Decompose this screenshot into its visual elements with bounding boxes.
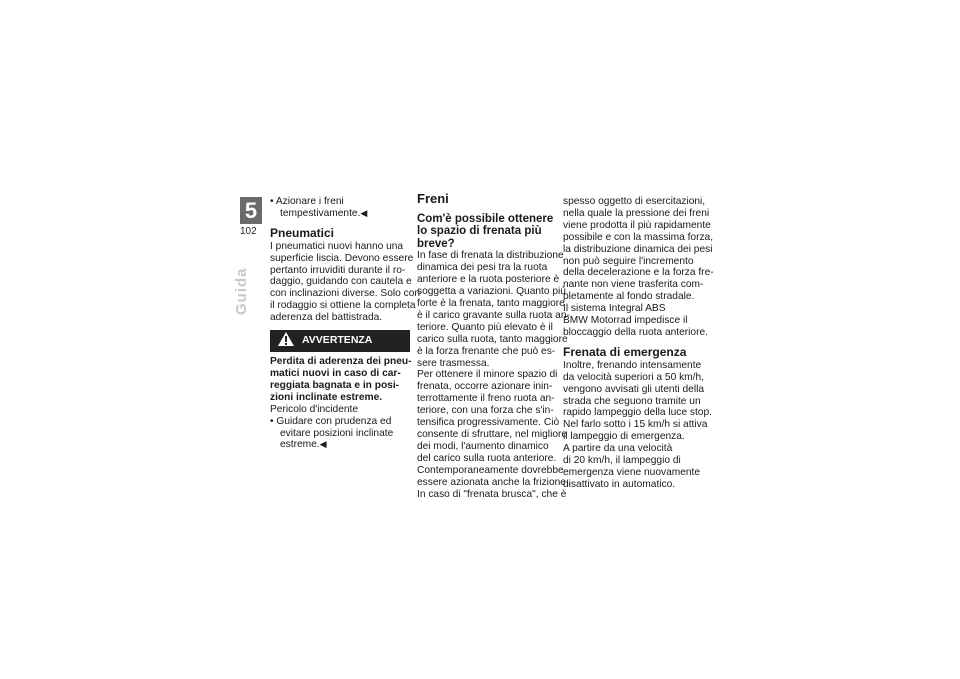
text-line: da velocità superiori a 50 km/h,	[563, 371, 704, 383]
text-line: tensifica progressivamente. Ciò	[417, 417, 560, 429]
text-line: teriore, con una forza che s'in-	[417, 405, 554, 417]
text-line: viene prodotta il più rapidamente	[563, 219, 711, 231]
text-line: del carico sulla ruota anteriore.	[417, 452, 557, 464]
warning-triangle-icon	[278, 332, 296, 350]
bullet-continuation: estreme.◀	[280, 439, 327, 451]
text-line: nante non viene trasferita com-	[563, 279, 704, 291]
text-line: strada che seguono tramite un	[563, 395, 701, 407]
text-line: spesso oggetto di esercitazioni,	[563, 196, 706, 207]
text-line: la distribuzione dinamica dei pesi	[563, 243, 713, 255]
text-line: non può seguire l'incremento	[563, 255, 694, 267]
column-1	[270, 196, 421, 451]
text-line: possibile e con la massima forza,	[563, 231, 714, 243]
bullet-continuation: evitare posizioni inclinate	[280, 427, 394, 439]
text-line: aderenza del battistrada.	[270, 312, 383, 324]
text-line: BMW Motorrad impedisce il	[563, 315, 688, 327]
warning-text: reggiata bagnata e in posi-	[270, 379, 400, 391]
text-line: soggetta a variazioni. Quanto più	[417, 286, 566, 298]
text-line: dei modi, l'aumento dinamico	[417, 440, 549, 452]
text-line: I pneumatici nuovi hanno una	[270, 240, 404, 252]
warning-text: Perdita di aderenza dei pneu-	[270, 356, 412, 368]
bullet-continuation: tempestivamente.◀	[280, 207, 368, 219]
text-line: pertanto irruviditi durante il ro-	[270, 264, 406, 276]
text-line: Per ottenere il minore spazio di	[417, 369, 558, 381]
text-line: bloccaggio della ruota anteriore.	[563, 326, 708, 338]
paragraph-emergenza	[563, 359, 712, 491]
text-line: In fase di frenata la distribuzione	[417, 250, 564, 262]
text-line: Contemporaneamente dovrebbe	[417, 464, 564, 476]
text-line: terrottamente il freno ruota an-	[417, 393, 555, 405]
heading-question: breve?	[417, 237, 455, 250]
heading-pneumatici: Pneumatici	[270, 225, 335, 240]
text-line: il lampeggio di emergenza.	[563, 431, 685, 443]
text-line: forte è la frenata, tanto maggiore	[417, 298, 565, 310]
chapter-number: 5	[240, 197, 262, 224]
text-line: vengono avvisati gli utenti della	[563, 383, 705, 395]
paragraph-abs	[563, 196, 714, 339]
section-title-vertical: Guida	[233, 267, 250, 315]
warning-label: AVVERTENZA	[302, 334, 373, 347]
text-line: con inclinazioni diverse. Solo con	[270, 288, 421, 300]
text-line: della decelerazione e la forza fre-	[563, 267, 714, 279]
column-2	[417, 191, 570, 500]
text-line: sere trasmessa.	[417, 357, 490, 369]
text-line: emergenza viene nuovamente	[563, 466, 701, 478]
text-line: Inoltre, frenando intensamente	[563, 359, 702, 371]
warning-text: zioni inclinate estreme.	[270, 391, 383, 403]
text-line: consente di sfruttare, nel migliore	[417, 429, 568, 440]
text-line: rapido lampeggio della luce stop.	[563, 407, 712, 419]
text-line: di 20 km/h, il lampeggio di	[563, 455, 681, 467]
text-line: disattivato in automatico.	[563, 478, 676, 490]
paragraph-freni	[417, 250, 570, 500]
column-3	[563, 196, 714, 491]
end-mark-icon: ◀	[319, 439, 327, 450]
heading-question: Com'è possibile ottenere	[417, 212, 554, 225]
text-line: pletamente al fondo stradale.	[563, 291, 695, 303]
text-line: è la forza frenante che può es-	[417, 345, 556, 357]
warning-banner	[270, 330, 410, 352]
text-line: superficie liscia. Devono essere	[270, 252, 414, 264]
text-line: daggio, guidando con cautela e	[270, 276, 412, 288]
heading-question: lo spazio di frenata più	[417, 225, 542, 238]
text-line: dinamica dei pesi tra la ruota	[417, 262, 548, 274]
text-line: nella quale la pressione dei freni	[563, 207, 710, 219]
text-line: il rodaggio si ottiene la completa	[270, 300, 416, 312]
warning-risk: Pericolo d'incidente	[270, 403, 359, 415]
heading-frenata-emergenza: Frenata di emergenza	[563, 344, 687, 359]
text-line: è il carico gravante sulla ruota an-	[417, 309, 570, 321]
text-line: Nel farlo sotto i 15 km/h si attiva	[563, 419, 708, 431]
end-mark-icon: ◀	[360, 207, 368, 218]
heading-freni: Freni	[417, 191, 449, 206]
text-line: frenata, occorre azionare inin-	[417, 381, 553, 393]
text-line: In caso di "frenata brusca", che è	[417, 488, 567, 500]
text-line: essere azionata anche la frizione.	[417, 476, 569, 488]
warning-text: matici nuovi in caso di car-	[270, 367, 401, 379]
text-line: carico sulla ruota, tanto maggiore	[417, 333, 568, 345]
text-line: A partire da una velocità	[563, 443, 673, 455]
bullet-line: • Azionare i freni	[270, 196, 344, 207]
page-number: 102	[240, 226, 257, 237]
bullet-line: • Guidare con prudenza ed	[270, 415, 392, 427]
text-line: Il sistema Integral ABS	[563, 303, 666, 315]
text-line: anteriore e la ruota posteriore è	[417, 274, 560, 286]
text-line: teriore. Quanto più elevato è il	[417, 321, 553, 333]
